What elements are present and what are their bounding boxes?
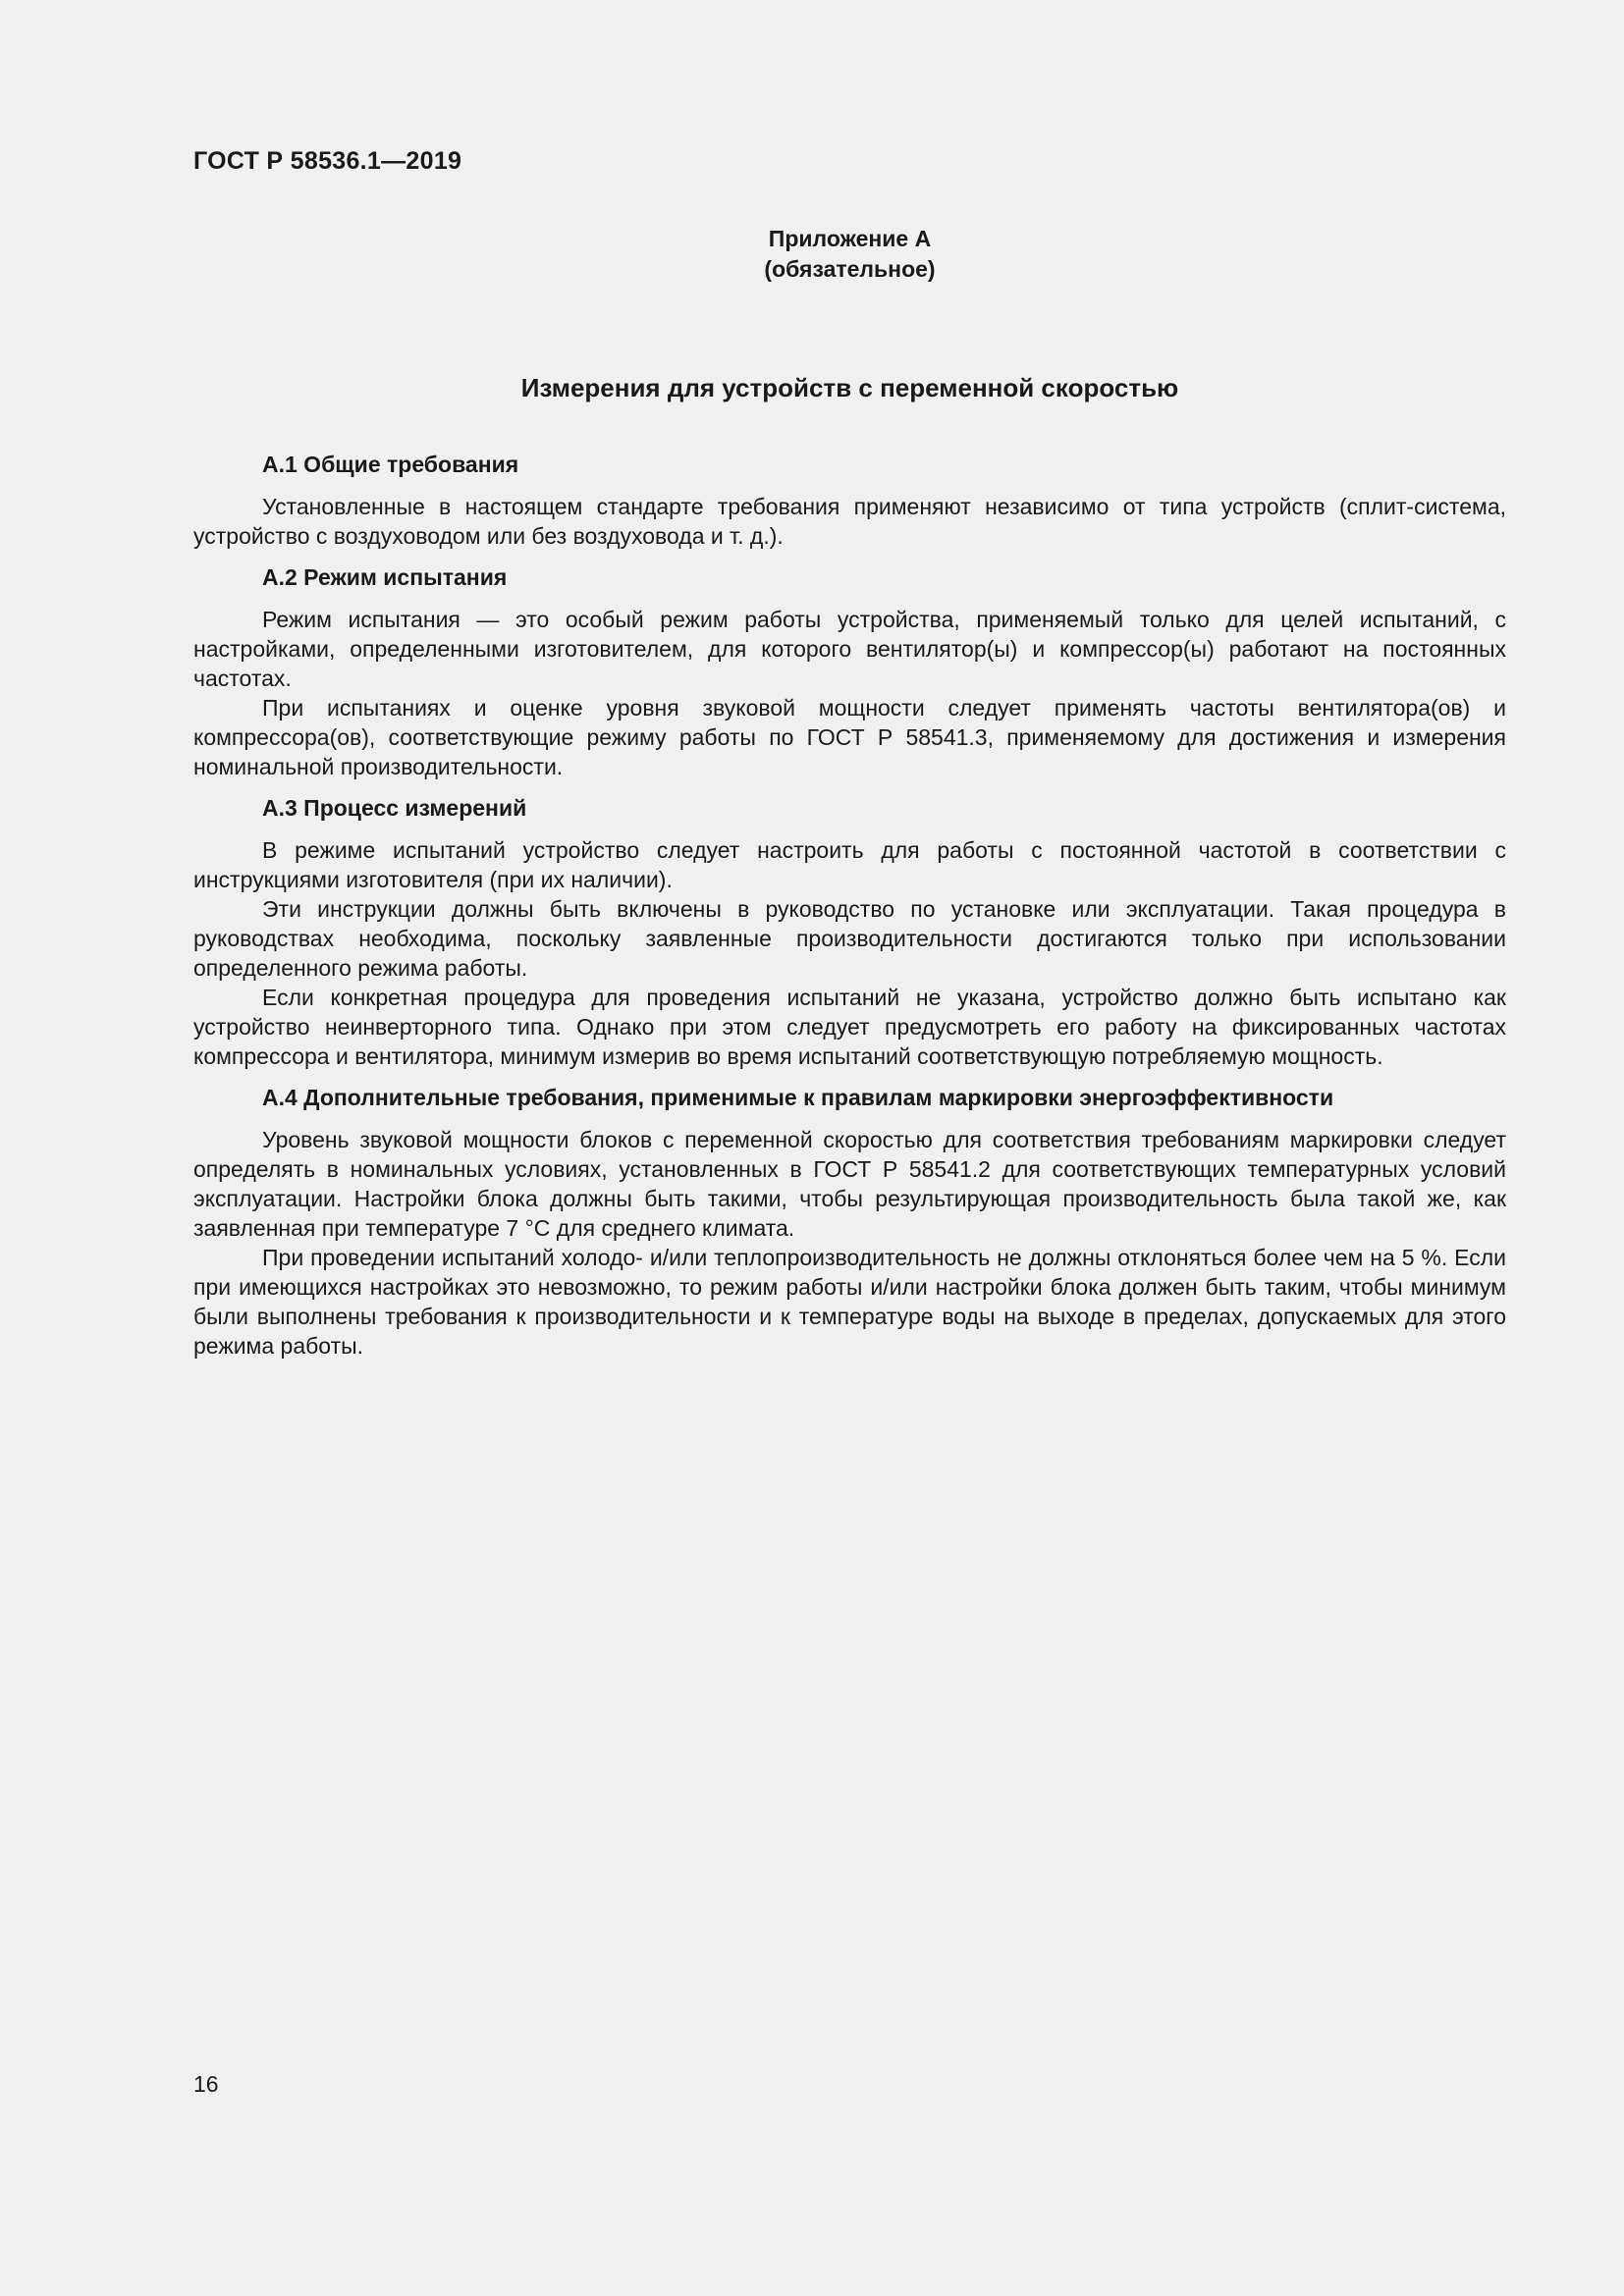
section-heading: А.3 Процесс измерений: [262, 795, 527, 821]
appendix-title: Приложение А: [768, 226, 932, 251]
paragraph: При испытаниях и оценке уровня звуковой мощности следует применять частоты вентилятора(ов) и компрессора(ов), соответствующие режиму работы по ГОСТ Р 58541.3, применяемому для достижения и измерения номинальной производительности.: [193, 695, 1506, 779]
section-a4: [193, 1083, 1506, 1361]
document-code: ГОСТ Р 58536.1—2019: [193, 147, 462, 175]
paragraph: Эти инструкции должны быть включены в руководство по установке или эксплуатации. Такая процедура в руководствах необходима, поскольку заявленные производительности достигаются только при использовании определенного режима работы.: [193, 896, 1506, 981]
paragraph: Установленные в настоящем стандарте требования применяют независимо от типа устройств (сплит-система, устройство с воздуховодом или без воздуховода и т. д.).: [193, 494, 1506, 549]
page-number: 16: [193, 2071, 219, 2097]
appendix-heading: [193, 224, 1506, 285]
section-heading: А.4 Дополнительные требования, применимые к правилам маркировки энергоэффективности: [262, 1085, 1334, 1110]
appendix-status: (обязательное): [764, 256, 936, 282]
paragraph: Уровень звуковой мощности блоков с переменной скоростью для соответствия требованиям маркировки следует определять в номинальных условиях, установленных в ГОСТ Р 58541.2 для соответствующих температурных условий эксплуатации. Настройки блока должны быть такими, чтобы результирующая производительность была такой же, как заявленная при температуре 7 °С для среднего климата.: [193, 1127, 1506, 1241]
paragraph: При проведении испытаний холодо- и/или теплопроизводительность не должны отклоняться более чем на 5 %. Если при имеющихся настройках это невозможно, то режим работы и/или настройки блока должен быть таким, чтобы минимум были выполнены требования к производительности и к температуре воды на выходе в пределах, допускаемых для этого режима работы.: [193, 1245, 1506, 1359]
paragraph: Режим испытания — это особый режим работы устройства, применяемый только для целей испытаний, с настройками, определенными изготовителем, для которого вентилятор(ы) и компрессор(ы) работают на постоянных частотах.: [193, 607, 1506, 691]
document-body: [193, 450, 1506, 1372]
section-heading: А.1 Общие требования: [262, 452, 519, 477]
section-a3: [193, 793, 1506, 1071]
paragraph: Если конкретная процедура для проведения испытаний не указана, устройство должно быть испытано как устройство неинверторного типа. Однако при этом следует предусмотреть его работу на фиксированных частотах компрессора и вентилятора, минимум измерив во время испытаний соответствующую потребляемую мощность.: [193, 985, 1506, 1069]
page-title: Измерения для устройств с переменной скоростью: [520, 373, 1179, 402]
section-heading: А.2 Режим испытания: [262, 564, 508, 590]
paragraph: В режиме испытаний устройство следует настроить для работы с постоянной частотой в соответствии с инструкциями изготовителя (при их наличии).: [193, 837, 1506, 892]
section-a2: [193, 562, 1506, 781]
section-a1: [193, 450, 1506, 551]
